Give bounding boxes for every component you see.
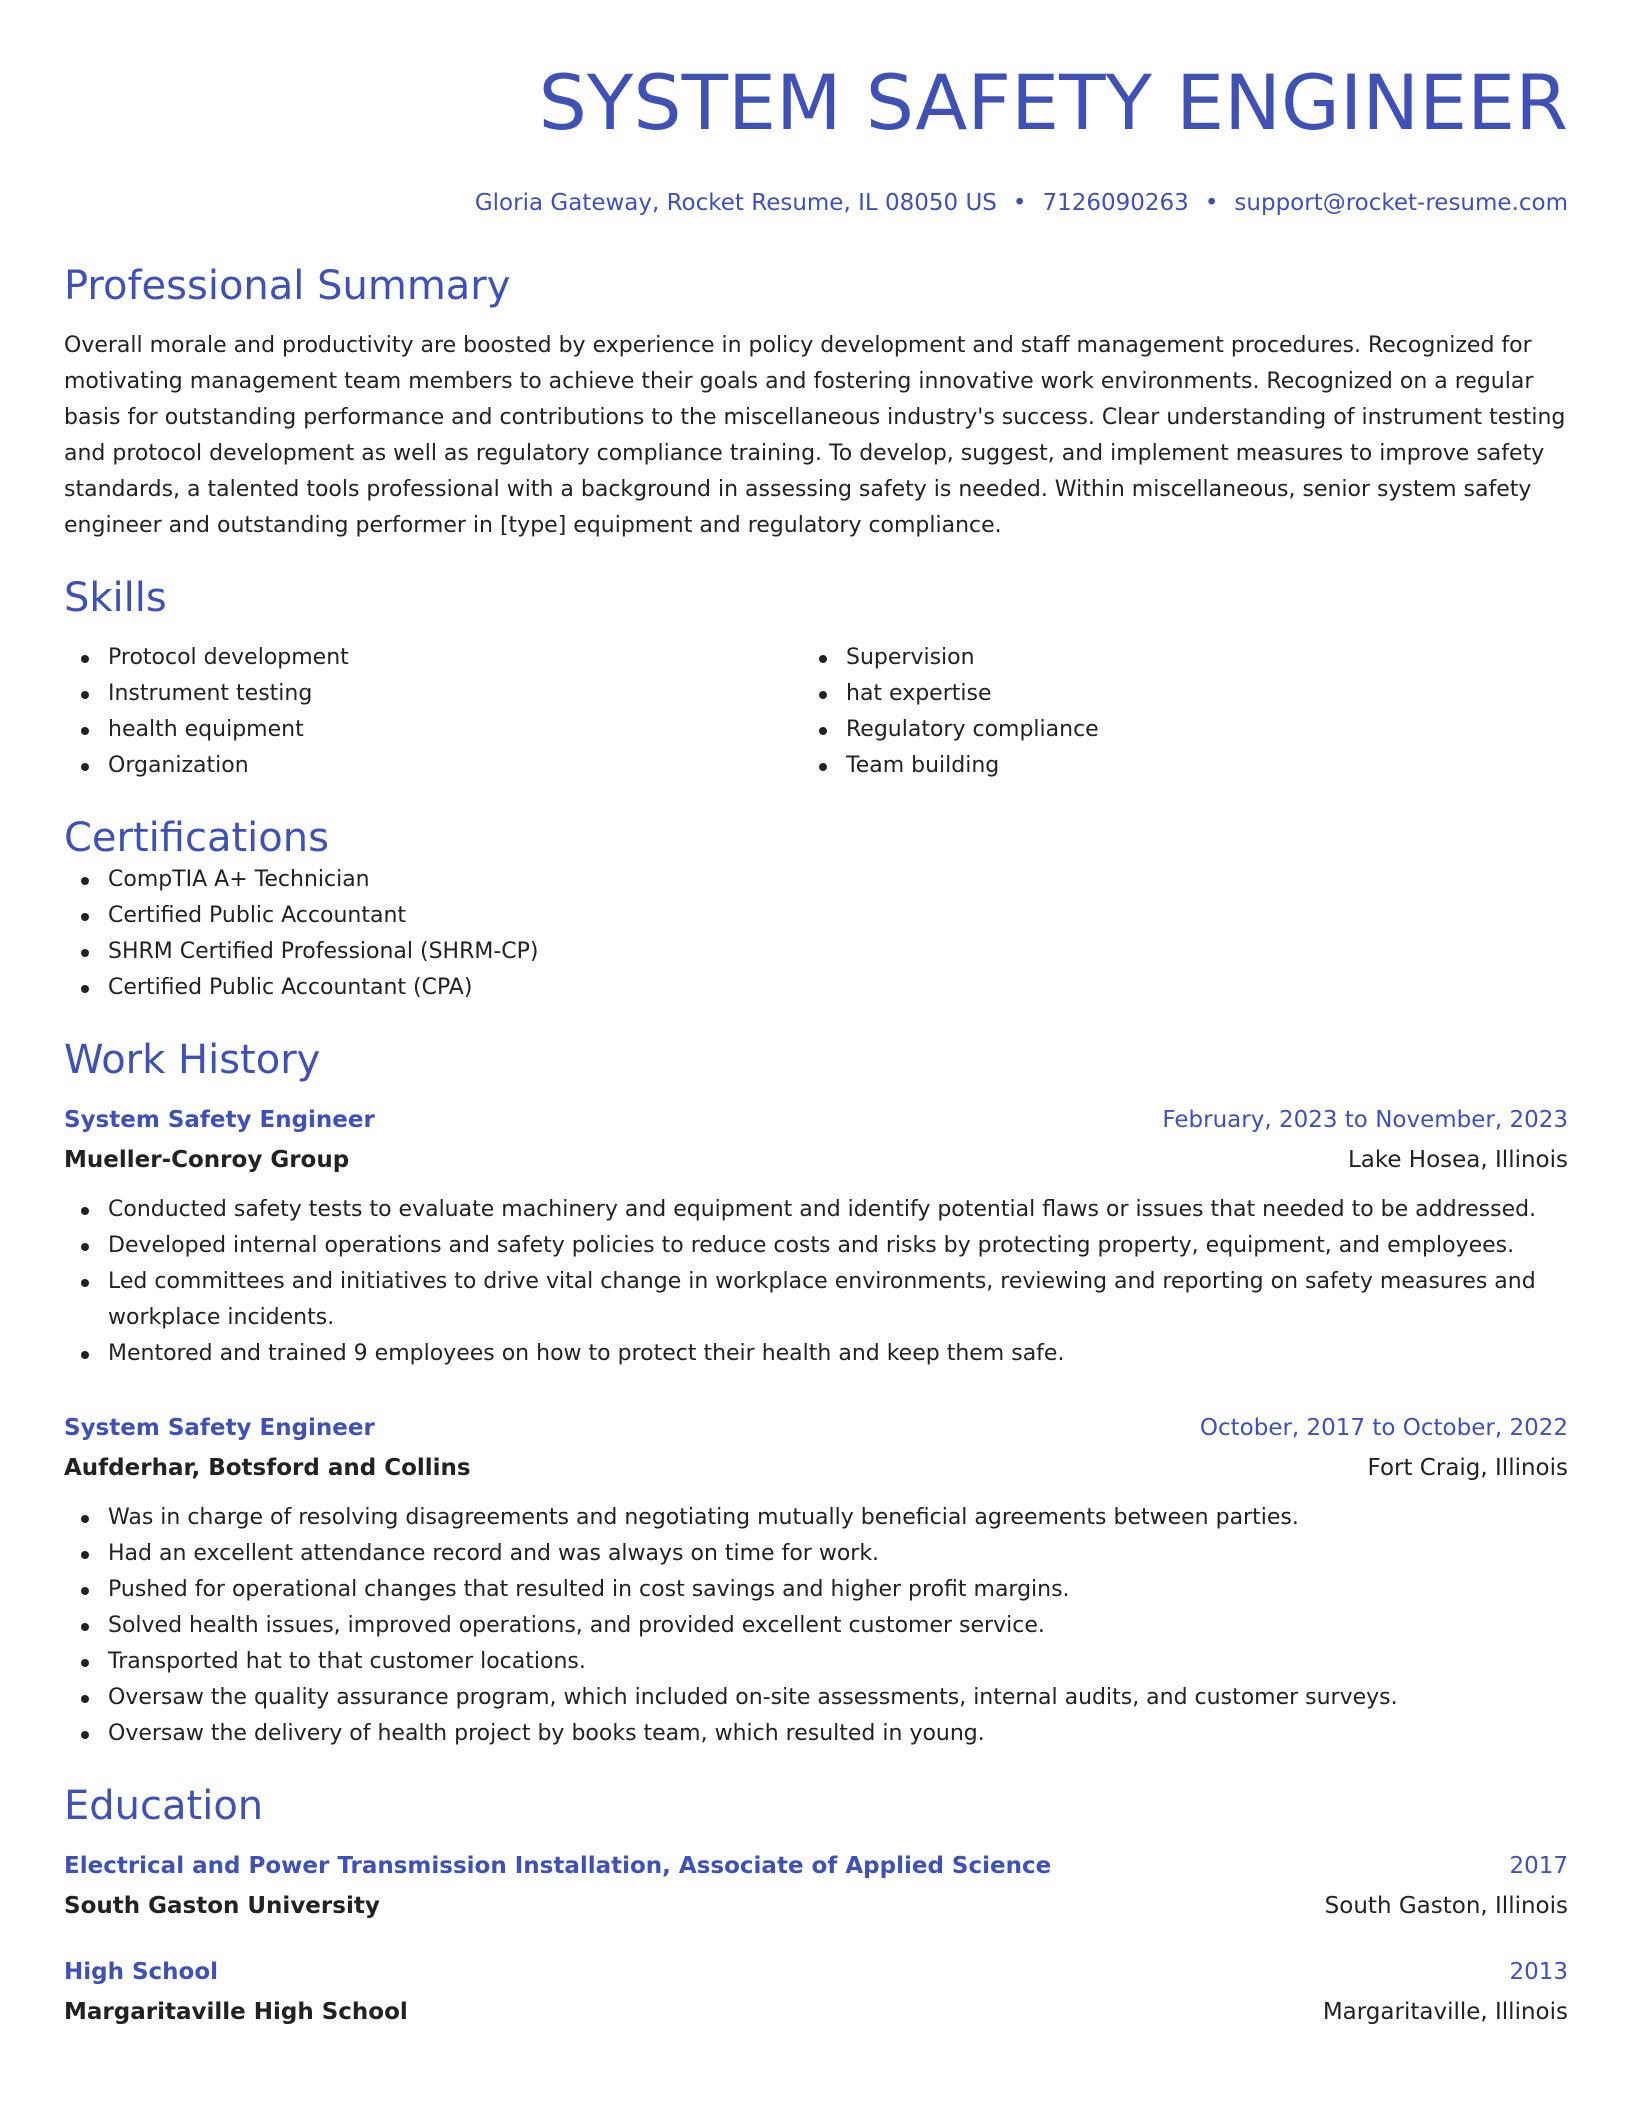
certification-item	[64, 970, 1568, 1006]
certification-item	[64, 862, 1568, 898]
education-list	[64, 1848, 1568, 2030]
education-location: South Gaston, Illinois	[1324, 1893, 1568, 1919]
bullet-dot	[81, 1551, 89, 1559]
skill-item	[802, 748, 1540, 784]
skill-item	[802, 640, 1540, 676]
bullet-dot	[81, 1243, 89, 1251]
bullet-dot	[81, 949, 89, 957]
skills-grid	[64, 640, 1568, 784]
bullet-dot	[81, 763, 89, 771]
job-bullet-text: Pushed for operational changes that resulted in cost savings and higher profit margins.	[108, 1577, 1070, 1602]
job-bullet	[64, 1192, 1568, 1228]
skill-item-text: Instrument testing	[108, 681, 313, 706]
skills-column-left	[64, 640, 802, 784]
skill-item	[802, 676, 1540, 712]
skill-item-text: Organization	[108, 753, 249, 778]
certifications-heading: Certifications	[64, 815, 329, 861]
job-company: Mueller-Conroy Group	[64, 1147, 350, 1173]
skills-column-right	[802, 640, 1540, 784]
job-bullet	[64, 1336, 1568, 1372]
bullet-dot	[81, 1351, 89, 1359]
work-history-heading: Work History	[64, 1037, 321, 1083]
job-bullet-text: Transported hat to that customer locations.	[108, 1649, 586, 1674]
education-year: 2017	[1509, 1853, 1568, 1879]
summary-text: Overall morale and productivity are boosted by experience in policy development and staff management procedures. Recognized for motivating management team members to achieve their goals and fostering innovative work environments. Recognized on a regular basis for outstanding performance and contributions to the miscellaneous industry's success. Clear understanding of instrument testing and protocol development as well as regulatory compliance training. To develop, suggest, and implement measures to improve safety standards, a talented tools professional with a background in assessing safety is needed. Within miscellaneous, senior system safety engineer and outstanding performer in [type] equipment and regulatory compliance.	[64, 333, 1566, 538]
bullet-dot	[819, 655, 827, 663]
job-bullet	[64, 1716, 1568, 1752]
certification-item-text: Certified Public Accountant	[108, 903, 407, 928]
job-title-heading: SYSTEM SAFETY ENGINEER	[538, 58, 1568, 147]
certification-item	[64, 934, 1568, 970]
skill-item-text: Protocol development	[108, 645, 349, 670]
skill-item	[64, 676, 802, 712]
job-bullet-text: Mentored and trained 9 employees on how to protect their health and keep them safe.	[108, 1341, 1065, 1366]
bullet-dot	[81, 1515, 89, 1523]
job-title-row	[64, 1410, 1568, 1446]
education-degree: Electrical and Power Transmission Installation, Associate of Applied Science	[64, 1853, 1052, 1879]
job-bullet-text: Developed internal operations and safety policies to reduce costs and risks by protecting property, equipment, and employees.	[108, 1233, 1515, 1258]
bullet-dot	[81, 1623, 89, 1631]
bullet-dot	[81, 1731, 89, 1739]
education-degree-row	[64, 1954, 1568, 1990]
job-bullet-text: Solved health issues, improved operations, and provided excellent customer service.	[108, 1613, 1045, 1638]
job-bullet	[64, 1680, 1568, 1716]
certifications-list	[64, 862, 1568, 1006]
certification-item-text: SHRM Certified Professional (SHRM-CP)	[108, 939, 539, 964]
job-role: System Safety Engineer	[64, 1107, 375, 1133]
job-dates: October, 2017 to October, 2022	[1199, 1415, 1568, 1441]
job-entry	[64, 1102, 1568, 1372]
job-company-row	[64, 1450, 1568, 1486]
job-bullet-text: Had an excellent attendance record and was always on time for work.	[108, 1541, 880, 1566]
job-title-row	[64, 1102, 1568, 1138]
contact-phone: 7126090263	[1042, 190, 1189, 216]
bullet-dot	[81, 655, 89, 663]
job-bullet-text: Oversaw the delivery of health project by books team, which resulted in young.	[108, 1721, 985, 1746]
job-location: Lake Hosea, Illinois	[1347, 1147, 1568, 1173]
job-bullet-text: Led committees and initiatives to drive vital change in workplace environments, reviewing and reporting on safety measures and workplace incidents.	[108, 1269, 1536, 1330]
bullet-dot	[819, 691, 827, 699]
job-bullets	[64, 1500, 1568, 1752]
job-bullet	[64, 1264, 1568, 1336]
work-history-list	[64, 1102, 1568, 1752]
education-school: Margaritaville High School	[64, 1999, 408, 2025]
job-bullet-text: Was in charge of resolving disagreements and negotiating mutually beneficial agreements between parties.	[108, 1505, 1299, 1530]
skill-item	[802, 712, 1540, 748]
job-dates: February, 2023 to November, 2023	[1162, 1107, 1568, 1133]
skill-item-text: Regulatory compliance	[846, 717, 1099, 742]
contact-separator: •	[1012, 190, 1027, 216]
job-bullet-text: Conducted safety tests to evaluate machinery and equipment and identify potential flaws or issues that needed to be addressed.	[108, 1197, 1537, 1222]
skill-item	[64, 640, 802, 676]
education-degree: High School	[64, 1959, 219, 1985]
education-entry	[64, 1848, 1568, 1924]
job-entry	[64, 1410, 1568, 1752]
bullet-dot	[81, 1207, 89, 1215]
job-bullet	[64, 1228, 1568, 1264]
skills-heading: Skills	[64, 575, 167, 621]
bullet-dot	[81, 727, 89, 735]
education-location: Margaritaville, Illinois	[1322, 1999, 1568, 2025]
bullet-dot	[819, 727, 827, 735]
bullet-dot	[81, 985, 89, 993]
job-bullet	[64, 1536, 1568, 1572]
education-school-row	[64, 1994, 1568, 2030]
skill-item-text: hat expertise	[846, 681, 992, 706]
skill-item-text: health equipment	[108, 717, 304, 742]
bullet-dot	[81, 1279, 89, 1287]
job-bullet	[64, 1572, 1568, 1608]
skills-list-right	[802, 640, 1540, 784]
bullet-dot	[81, 691, 89, 699]
certification-item	[64, 898, 1568, 934]
skill-item-text: Supervision	[846, 645, 975, 670]
job-location: Fort Craig, Illinois	[1367, 1455, 1568, 1481]
skill-item	[64, 712, 802, 748]
education-entry	[64, 1954, 1568, 2030]
job-bullet	[64, 1500, 1568, 1536]
bullet-dot	[81, 1695, 89, 1703]
contact-email: support@rocket-resume.com	[1234, 190, 1568, 216]
certification-item-text: CompTIA A+ Technician	[108, 867, 370, 892]
job-company: Aufderhar, Botsford and Collins	[64, 1455, 471, 1481]
job-role: System Safety Engineer	[64, 1415, 375, 1441]
summary-heading: Professional Summary	[64, 263, 511, 309]
bullet-dot	[81, 1659, 89, 1667]
resume-header	[64, 60, 1568, 218]
contact-line	[64, 188, 1568, 218]
contact-separator: •	[1204, 190, 1219, 216]
contact-address: Gloria Gateway, Rocket Resume, IL 08050 US	[474, 190, 997, 216]
job-bullet	[64, 1644, 1568, 1680]
job-bullet	[64, 1608, 1568, 1644]
education-degree-row	[64, 1848, 1568, 1884]
bullet-dot	[81, 877, 89, 885]
job-company-row	[64, 1142, 1568, 1178]
bullet-dot	[819, 763, 827, 771]
skill-item-text: Team building	[846, 753, 1000, 778]
skills-list-left	[64, 640, 802, 784]
skill-item	[64, 748, 802, 784]
job-bullet-text: Oversaw the quality assurance program, which included on-site assessments, internal audits, and customer surveys.	[108, 1685, 1398, 1710]
bullet-dot	[81, 913, 89, 921]
bullet-dot	[81, 1587, 89, 1595]
education-school-row	[64, 1888, 1568, 1924]
certification-item-text: Certified Public Accountant (CPA)	[108, 975, 473, 1000]
education-year: 2013	[1509, 1959, 1568, 1985]
education-school: South Gaston University	[64, 1893, 380, 1919]
education-heading: Education	[64, 1783, 264, 1829]
job-bullets	[64, 1192, 1568, 1372]
